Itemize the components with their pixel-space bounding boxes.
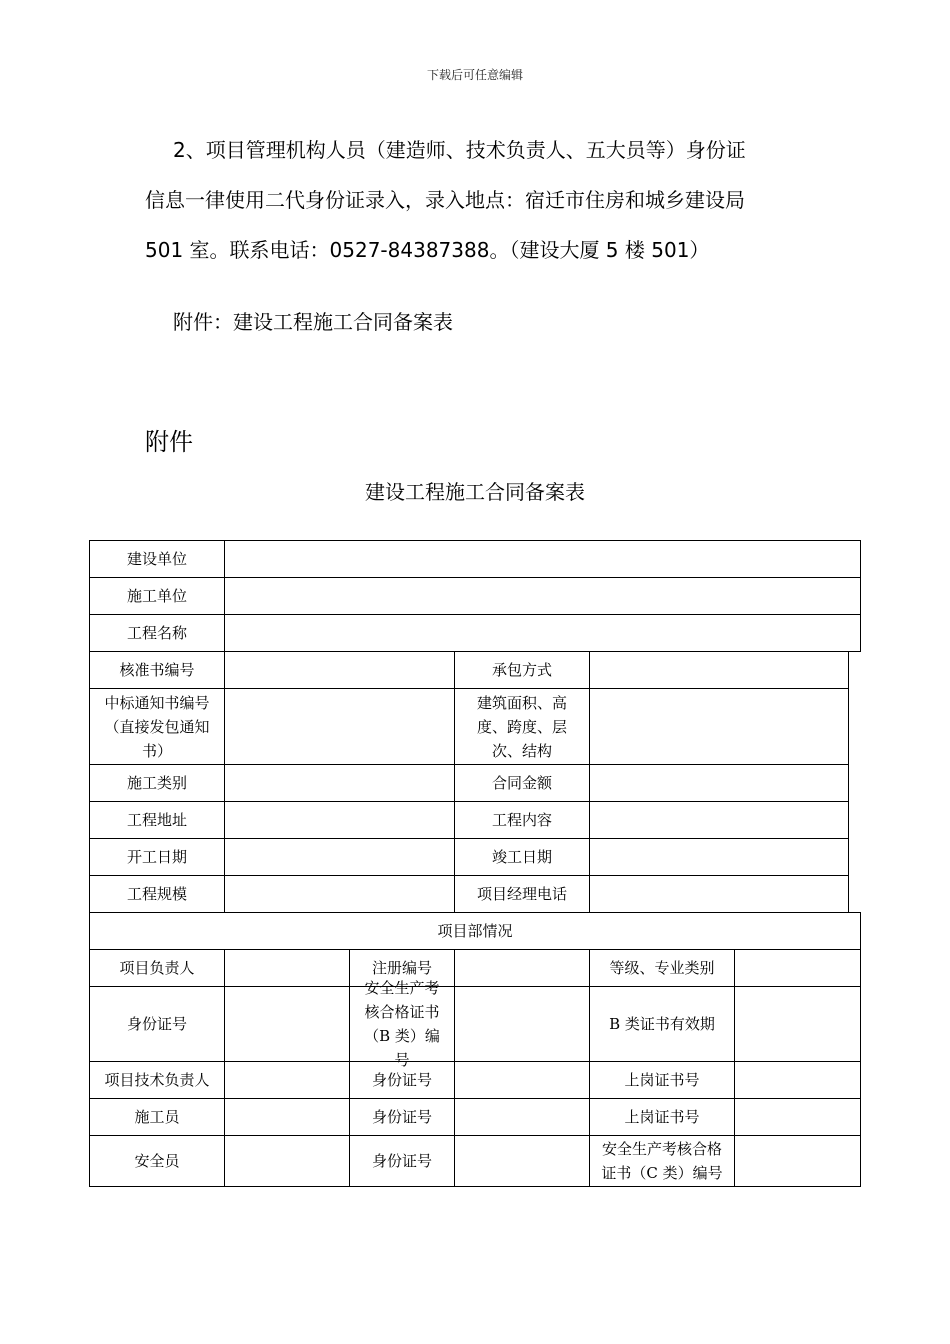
- value-approval-no[interactable]: [224, 651, 455, 689]
- contract-filing-form: [0, 540, 950, 1200]
- value-registration-no[interactable]: [454, 949, 590, 987]
- value-grade-specialty[interactable]: [734, 949, 861, 987]
- label-building-specs: 建筑面积、高度、跨度、层次、结构: [454, 688, 590, 765]
- label-approval-no: 核准书编号: [89, 651, 225, 689]
- label-project-address: 工程地址: [89, 801, 225, 839]
- attachment-heading: 附件: [145, 428, 193, 456]
- value-project-scale[interactable]: [224, 875, 455, 913]
- label-grade-specialty: 等级、专业类别: [589, 949, 735, 987]
- value-safety-cert-b[interactable]: [454, 986, 590, 1062]
- label-b-cert-validity: B 类证书有效期: [589, 986, 735, 1062]
- body-paragraph: [145, 125, 805, 275]
- section-project-dept: 项目部情况: [89, 912, 861, 950]
- value-start-date[interactable]: [224, 838, 455, 876]
- label-constructor: 施工员: [89, 1098, 225, 1136]
- value-safety-cert-c[interactable]: [734, 1135, 861, 1187]
- value-b-cert-validity[interactable]: [734, 986, 861, 1062]
- label-tech-lead: 项目技术负责人: [89, 1061, 225, 1099]
- value-builder[interactable]: [224, 540, 861, 578]
- value-contract-mode[interactable]: [589, 651, 849, 689]
- value-tech-id-number[interactable]: [454, 1061, 590, 1099]
- value-building-specs[interactable]: [589, 688, 849, 765]
- label-registration-no: 注册编号: [349, 949, 455, 987]
- value-project-content[interactable]: [589, 801, 849, 839]
- value-project-name[interactable]: [224, 614, 861, 652]
- label-contract-mode: 承包方式: [454, 651, 590, 689]
- label-tech-id-number: 身份证号: [349, 1061, 455, 1099]
- label-lead-id-number: 身份证号: [89, 986, 225, 1062]
- value-completion-date[interactable]: [589, 838, 849, 876]
- value-safety-officer[interactable]: [224, 1135, 350, 1187]
- label-tech-post-cert: 上岗证书号: [589, 1061, 735, 1099]
- attachment-line: 附件：建设工程施工合同备案表: [173, 310, 453, 334]
- value-construction-type[interactable]: [224, 764, 455, 802]
- label-constructor-post-cert: 上岗证书号: [589, 1098, 735, 1136]
- value-manager-phone[interactable]: [589, 875, 849, 913]
- label-start-date: 开工日期: [89, 838, 225, 876]
- label-manager-phone: 项目经理电话: [454, 875, 590, 913]
- value-bid-notice-no[interactable]: [224, 688, 455, 765]
- label-project-name: 工程名称: [89, 614, 225, 652]
- page-header: 下载后可任意编辑: [426, 68, 523, 82]
- value-project-lead[interactable]: [224, 949, 350, 987]
- form-title: 建设工程施工合同备案表: [365, 480, 585, 504]
- paragraph-line-1: 2、项目管理机构人员（建造师、技术负责人、五大员等）身份证: [173, 138, 746, 162]
- value-tech-lead[interactable]: [224, 1061, 350, 1099]
- label-construction-type: 施工类别: [89, 764, 225, 802]
- label-safety-officer-id-number: 身份证号: [349, 1135, 455, 1187]
- value-constructor-id-number[interactable]: [454, 1098, 590, 1136]
- value-lead-id-number[interactable]: [224, 986, 350, 1062]
- label-contractor: 施工单位: [89, 577, 225, 615]
- value-project-address[interactable]: [224, 801, 455, 839]
- label-project-scale: 工程规模: [89, 875, 225, 913]
- label-safety-officer: 安全员: [89, 1135, 225, 1187]
- label-builder: 建设单位: [89, 540, 225, 578]
- value-contract-amount[interactable]: [589, 764, 849, 802]
- label-project-content: 工程内容: [454, 801, 590, 839]
- value-safety-officer-id-number[interactable]: [454, 1135, 590, 1187]
- value-tech-post-cert[interactable]: [734, 1061, 861, 1099]
- label-project-lead: 项目负责人: [89, 949, 225, 987]
- paragraph-line-2: 信息一律使用二代身份证录入，录入地点：宿迁市住房和城乡建设局: [145, 188, 745, 212]
- label-completion-date: 竣工日期: [454, 838, 590, 876]
- value-constructor-post-cert[interactable]: [734, 1098, 861, 1136]
- paragraph-line-3: 501 室。联系电话：0527-84387388。（建设大厦 5 楼 501）: [145, 238, 710, 262]
- value-constructor[interactable]: [224, 1098, 350, 1136]
- label-bid-notice-no: 中标通知书编号（直接发包通知书）: [89, 688, 225, 765]
- label-safety-cert-c: 安全生产考核合格证书（C 类）编号: [589, 1135, 735, 1187]
- label-constructor-id-number: 身份证号: [349, 1098, 455, 1136]
- label-safety-cert-b: 安全生产考核合格证书（B 类）编号: [349, 986, 455, 1062]
- label-contract-amount: 合同金额: [454, 764, 590, 802]
- value-contractor[interactable]: [224, 577, 861, 615]
